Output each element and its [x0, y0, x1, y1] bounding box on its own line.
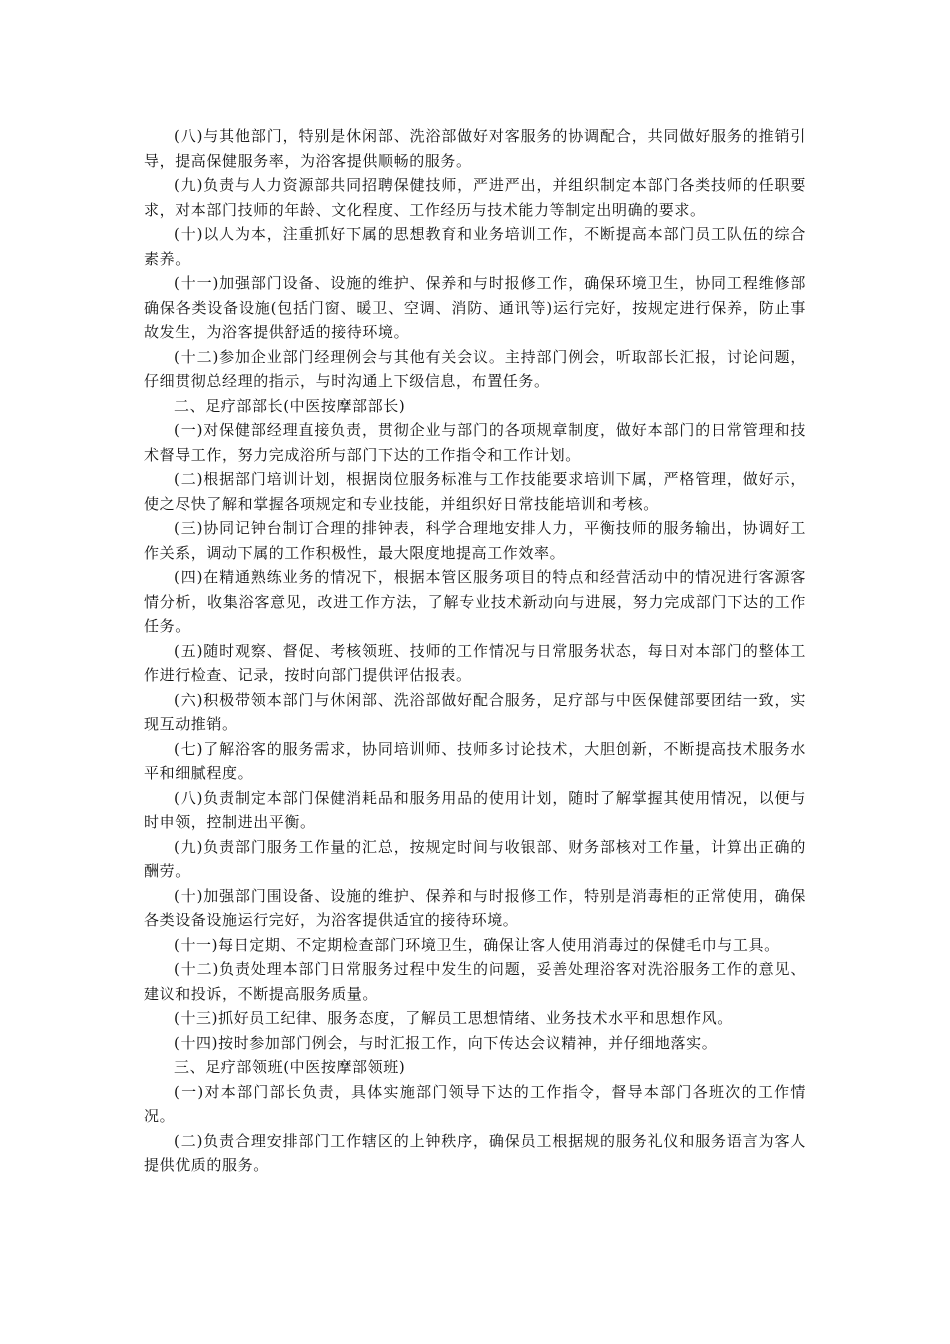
paragraph: (十一)加强部门设备、设施的维护、保养和与时报修工作，确保环境卫生，协同工程维修部确保各类设备设施(包括门窗、暖卫、空调、消防、通讯等)运行完好，按规定进行保养，防止事故发生，为浴客提供舒适的接待环境。 — [144, 274, 806, 341]
paragraph: (十一)每日定期、不定期检查部门环境卫生，确保让客人使用消毒过的保健毛巾与工具。 — [174, 935, 780, 954]
section-heading: 二、足疗部部长(中医按摩部部长) — [174, 396, 406, 415]
section-heading: 三、足疗部领班(中医按摩部领班) — [174, 1058, 406, 1076]
paragraph: (三)协同记钟台制订合理的排钟表，科学合理地安排人力，平衡技师的服务输出，协调好工作关系，调动下属的工作积极性，最大限度地提高工作效率。 — [144, 519, 806, 562]
paragraph: (十二)参加企业部门经理例会与其他有关会议。主持部门例会，听取部长汇报，讨论问题，仔细贯彻总经理的指示，与时沟通上下级信息，布置任务。 — [144, 347, 806, 390]
paragraph: (十)加强部门围设备、设施的维护、保养和与时报修工作，特别是消毒柜的正常使用，确保各类设备设施运行完好，为浴客提供适宜的接待环境。 — [144, 886, 806, 929]
paragraph: (七)了解浴客的服务需求，协同培训师、技师多讨论技术，大胆创新，不断提高技术服务水平和细腻程度。 — [144, 739, 806, 782]
paragraph: (十四)按时参加部门例会，与时汇报工作，向下传达会议精神，并仔细地落实。 — [174, 1033, 718, 1052]
paragraph: (八)与其他部门，特别是休闲部、洗浴部做好对客服务的协调配合，共同做好服务的推销引导，提高保健服务率，为浴客提供顺畅的服务。 — [144, 127, 806, 170]
paragraph: (十三)抓好员工纪律、服务态度，了解员工思想情绪、业务技术水平和思想作风。 — [174, 1009, 733, 1027]
paragraph: (十)以人为本，注重抓好下属的思想教育和业务培训工作，不断提高本部门员工队伍的综合素养。 — [144, 225, 806, 268]
paragraph: (九)负责部门服务工作量的汇总，按规定时间与收银部、财务部核对工作量，计算出正确的酬劳。 — [144, 837, 806, 880]
paragraph: (一)对保健部经理直接负责，贯彻企业与部门的各项规章制度，做好本部门的日常管理和技术督导工作，努力完成浴所与部门下达的工作指令和工作计划。 — [144, 421, 806, 464]
paragraph: (四)在精通熟练业务的情况下，根据本管区服务项目的特点和经营活动中的情况进行客源客情分析，收集浴客意见，改进工作方法，了解专业技术新动向与进展，努力完成部门下达的工作任务。 — [144, 568, 806, 635]
paragraph: (五)随时观察、督促、考核领班、技师的工作情况与日常服务状态，每日对本部门的整体工作进行检查、记录，按时向部门提供评估报表。 — [144, 641, 806, 684]
document-body — [144, 124, 806, 1178]
paragraph: (十二)负责处理本部门日常服务过程中发生的问题，妥善处理浴客对洗浴服务工作的意见、建议和投诉，不断提高服务质量。 — [144, 960, 806, 1003]
paragraph: (二)负责合理安排部门工作辖区的上钟秩序，确保员工根据规的服务礼仪和服务语言为客人提供优质的服务。 — [144, 1131, 806, 1174]
paragraph: (二)根据部门培训计划，根据岗位服务标准与工作技能要求培训下属，严格管理，做好示，使之尽快了解和掌握各项规定和专业技能，并组织好日常技能培训和考核。 — [144, 470, 806, 513]
paragraph: (一)对本部门部长负责，具体实施部门领导下达的工作指令，督导本部门各班次的工作情况。 — [144, 1082, 806, 1125]
paragraph: (八)负责制定本部门保健消耗品和服务用品的使用计划，随时了解掌握其使用情况，以便与时申领，控制进出平衡。 — [144, 788, 806, 831]
paragraph: (九)负责与人力资源部共同招聘保健技师，严进严出，并组织制定本部门各类技师的任职要求，对本部门技师的年龄、文化程度、工作经历与技术能力等制定出明确的要求。 — [144, 176, 806, 219]
paragraph: (六)积极带领本部门与休闲部、洗浴部做好配合服务，足疗部与中医保健部要团结一致，实现互动推销。 — [144, 690, 806, 733]
